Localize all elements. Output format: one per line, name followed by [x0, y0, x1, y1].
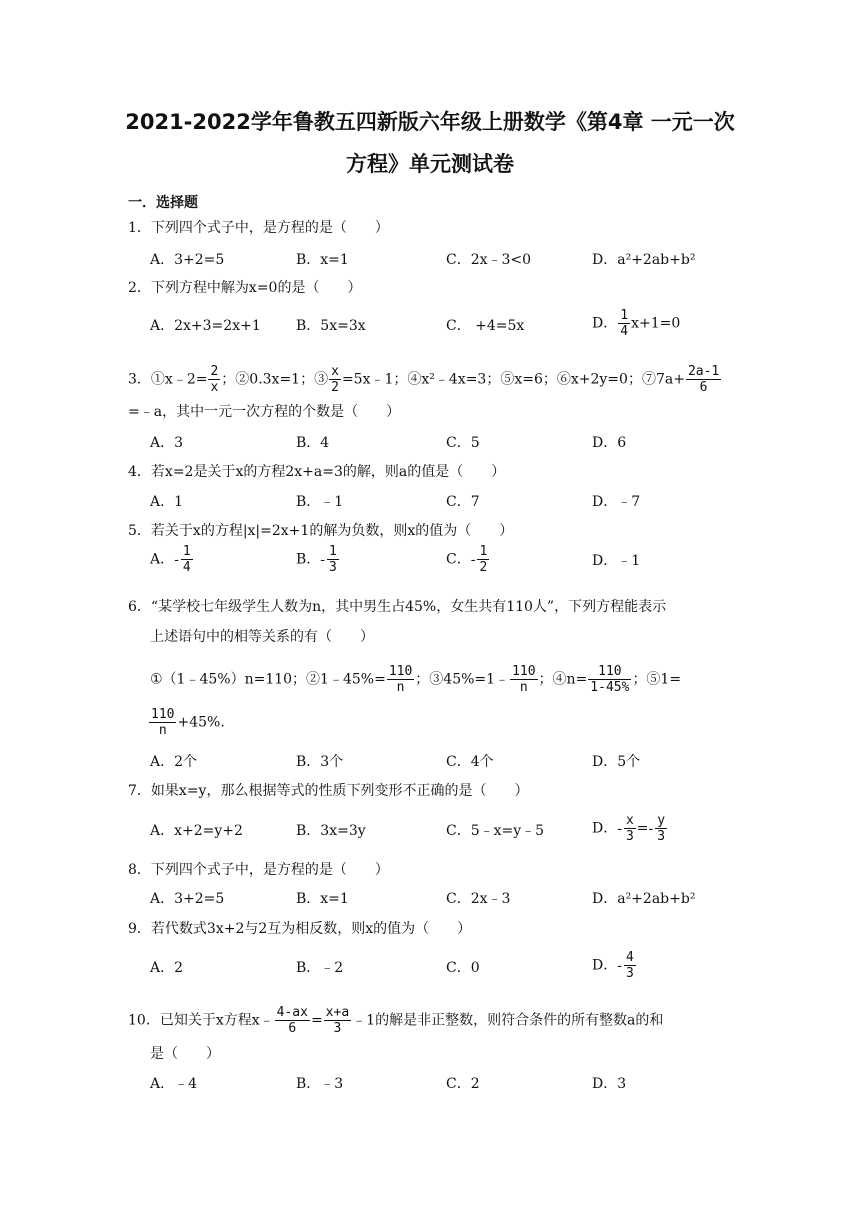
question-6-line-4: $\frac{110}{n}$ +45%.: [151, 707, 225, 738]
option-b[interactable]: B．4: [296, 435, 330, 451]
option-d[interactable]: D．5个: [592, 754, 641, 770]
option-c[interactable]: C．- $\frac{1}{2}$: [446, 544, 488, 575]
option-b[interactable]: B．﹣3: [296, 1076, 344, 1092]
question-10: 10．已知关于x方程x﹣ $\frac{4-ax}{6}$ = $\frac{x+a}{3}$ ﹣1的解是非正整数，则符合条件的所有整数a的和: [128, 1005, 664, 1036]
option-c[interactable]: C．5﹣x=y﹣5: [446, 823, 545, 839]
question-10-line-2: 是（ ）: [150, 1046, 220, 1062]
question-6: 6．“某学校七年级学生人数为n，其中男生占45%，女生共有110人”，下列方程能表示: [128, 599, 667, 615]
option-d[interactable]: D．- $\frac{4}{3}$: [592, 950, 634, 981]
option-b[interactable]: B．x=1: [296, 891, 349, 907]
option-b[interactable]: B．3x=3y: [296, 823, 366, 839]
fraction: $\frac{2}{x}$: [210, 364, 219, 395]
option-a[interactable]: A．x+2=y+2: [150, 823, 243, 839]
option-a[interactable]: A．2x+3=2x+1: [150, 318, 261, 334]
question-6-line-3: ①（1﹣45%）n=110；②1﹣45%= $\frac{110}{n}$ ；③45%=1﹣ $\frac{110}{n}$ ；④n= $\frac{110}{1-45\%}$ ；⑤1=: [150, 664, 682, 695]
option-b[interactable]: B．﹣1: [296, 494, 344, 510]
fraction: $\frac{1}{3}$: [329, 544, 337, 575]
fraction: $\frac{110}{n}$: [151, 707, 175, 738]
option-d[interactable]: D．- $\frac{x}{3}$ =- $\frac{y}{3}$: [592, 813, 666, 844]
option-d[interactable]: D．3: [592, 1076, 627, 1092]
option-b[interactable]: B．x=1: [296, 252, 349, 268]
option-a[interactable]: A．2个: [150, 754, 198, 770]
section-heading: 一．选择题: [128, 195, 198, 211]
option-c[interactable]: C．0: [446, 960, 480, 976]
option-d[interactable]: D． $\frac{1}{4}$ x+1=0: [592, 308, 681, 339]
option-d[interactable]: D．﹣1: [592, 553, 641, 569]
option-d[interactable]: D．6: [592, 435, 627, 451]
option-c[interactable]: C．2x﹣3<0: [446, 252, 532, 268]
option-b[interactable]: B．- $\frac{1}{3}$: [296, 544, 337, 575]
option-b[interactable]: B．3个: [296, 754, 344, 770]
fraction: $\frac{1}{4}$: [620, 308, 629, 339]
question-1: 1．下列四个式子中，是方程的是（ ）: [128, 220, 389, 236]
question-9: 9．若代数式3x+2与2互为相反数，则x的值为（ ）: [128, 921, 472, 937]
fraction: $\frac{4}{3}$: [625, 950, 634, 981]
question-6-line-2: 上述语句中的相等关系的有（ ）: [150, 629, 374, 645]
option-d[interactable]: D．a²+2ab+b²: [592, 252, 696, 268]
option-a[interactable]: A．3+2=5: [150, 252, 225, 268]
fraction: $\frac{110}{n}$: [388, 664, 413, 695]
option-a[interactable]: A．- $\frac{1}{4}$: [150, 544, 191, 575]
fraction: $\frac{4-ax}{6}$: [276, 1005, 308, 1036]
question-7: 7．如果x=y，那么根据等式的性质下列变形不正确的是（ ）: [128, 783, 529, 799]
question-8: 8．下列四个式子中，是方程的是（ ）: [128, 862, 389, 878]
question-4: 4．若x=2是关于x的方程2x+a=3的解，则a的值是（ ）: [128, 464, 506, 480]
option-b[interactable]: B．﹣2: [296, 960, 344, 976]
option-a[interactable]: A．3: [150, 435, 184, 451]
question-5: 5．若关于x的方程|x|=2x+1的解为负数，则x的值为（ ）: [128, 523, 514, 539]
fraction: $\frac{1}{4}$: [182, 544, 191, 575]
option-a[interactable]: A．3+2=5: [150, 891, 225, 907]
option-c[interactable]: C．2x﹣3: [446, 891, 511, 907]
option-c[interactable]: C．2: [446, 1076, 480, 1092]
option-c[interactable]: C．5: [446, 435, 480, 451]
fraction: $\frac{110}{1-45\%}$: [590, 664, 630, 695]
fraction: $\frac{x+a}{3}$: [325, 1005, 350, 1036]
fraction: $\frac{x}{3}$: [625, 813, 634, 844]
fraction: $\frac{1}{2}$: [479, 544, 488, 575]
option-a[interactable]: A．﹣4: [150, 1076, 198, 1092]
question-2: 2．下列方程中解为x=0的是（ ）: [128, 280, 362, 296]
fraction: $\frac{x}{2}$: [331, 364, 339, 395]
option-a[interactable]: A．2: [150, 960, 184, 976]
option-d[interactable]: D．a²+2ab+b²: [592, 891, 696, 907]
page-title-line-1: 2021-2022学年鲁教五四新版六年级上册数学《第4章 一元一次: [125, 110, 735, 134]
option-d[interactable]: D．﹣7: [592, 494, 641, 510]
option-b[interactable]: B．5x=3x: [296, 318, 366, 334]
option-a[interactable]: A．1: [150, 494, 184, 510]
fraction: $\frac{110}{n}$: [512, 664, 536, 695]
page-title-line-2: 方程》单元测试卷: [346, 152, 514, 176]
option-c[interactable]: C． +4=5x: [446, 318, 525, 334]
fraction: $\frac{y}{3}$: [657, 813, 666, 844]
option-c[interactable]: C．4个: [446, 754, 494, 770]
fraction: $\frac{2a-1}{6}$: [687, 364, 720, 395]
question-3-line-2: =﹣a，其中一元一次方程的个数是（ ）: [128, 404, 401, 420]
option-c[interactable]: C．7: [446, 494, 480, 510]
question-3: 3．①x﹣2= $\frac{2}{x}$ ；②0.3x=1；③ $\frac{x}{2}$ =5x﹣1；④x²﹣4x=3；⑤x=6；⑥x+2y=0；⑦7a+ $\frac{2a-1}{6}$: [128, 364, 720, 395]
